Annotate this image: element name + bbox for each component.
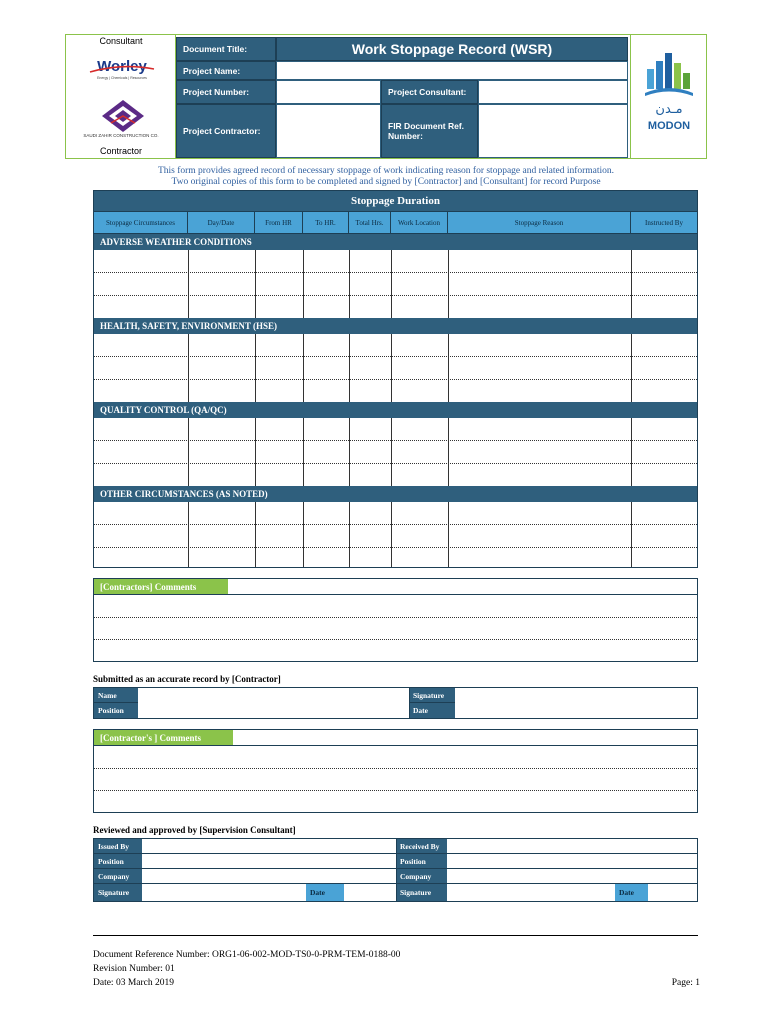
submitted-table [93,687,698,719]
modon-logo-text: MODON [647,120,691,132]
contractor-emblem-icon [101,99,145,133]
contractor-comments-box [93,578,698,662]
issuer-company-label: Company [94,869,142,884]
issuer-signature-label: Signature [94,884,142,901]
contractor-comments-2-label: [Contractor's ] Comments [94,730,233,745]
comment-line[interactable] [94,790,697,791]
project-consultant-field[interactable] [478,80,628,104]
revision-number: Revision Number: 01 [93,964,175,974]
submitted-signature-field[interactable] [455,688,697,703]
col-stoppage-circumstances: Stoppage Circumstances [94,211,188,234]
col-stoppage-reason: Stoppage Reason [448,211,631,234]
col-to-hr: To HR. [303,211,349,234]
receiver-signature-label: Signature [396,884,447,901]
intro-line-1: This form provides agreed record of necessary stoppage of work indicating reason for stoppage and related information. [157,166,615,176]
submitted-date-label: Date [409,703,455,718]
comment-line[interactable] [94,639,697,640]
modon-arabic-text: مـدن [655,102,683,117]
reviewed-caption: Reviewed and approved by [Supervision Consultant] [93,825,296,835]
table-row[interactable] [94,418,697,441]
table-row[interactable] [94,464,697,487]
col-instructed-by: Instructed By [631,211,697,234]
receiver-company-field[interactable] [447,869,697,884]
col-day-date: Day/Date [188,211,255,234]
worley-tagline: Energy | Chemicals | Resources [97,76,147,80]
project-name-label: Project Name: [176,61,276,80]
received-by-field[interactable] [447,839,697,854]
issuer-position-label: Position [94,854,142,869]
document-title: Work Stoppage Record (WSR) [276,37,628,61]
receiver-company-label: Company [396,869,447,884]
stoppage-duration-title: Stoppage Duration [94,191,697,211]
intro-text [65,166,707,188]
issuer-company-field[interactable] [142,869,396,884]
submitted-date-field[interactable] [455,703,697,718]
reviewed-table [93,838,698,902]
modon-logo [639,49,699,133]
submitted-signature-label: Signature [409,688,455,703]
receiver-position-field[interactable] [447,854,697,869]
submitted-name-field[interactable] [138,688,409,703]
project-number-label: Project Number: [176,80,276,104]
receiver-date-field[interactable] [648,884,697,901]
submitted-name-label: Name [94,688,138,703]
table-row[interactable] [94,357,697,380]
col-total-hrs: Total Hrs. [349,211,391,234]
contractor-logo-text: SAUDI ZAHIR CONSTRUCTION CO. [83,133,159,138]
project-consultant-label: Project Consultant: [381,80,478,104]
receiver-position-label: Position [396,854,447,869]
table-row[interactable] [94,250,697,273]
fir-ref-label: FIR Document Ref. Number: [381,104,478,158]
stoppage-table [93,190,698,568]
project-number-field[interactable] [276,80,381,104]
receiver-signature-field[interactable] [447,884,615,901]
col-from-hr: From HR [255,211,303,234]
document-title-label: Document Title: [176,37,276,61]
comment-line[interactable] [94,617,697,618]
table-row[interactable] [94,334,697,357]
issued-by-field[interactable] [142,839,396,854]
table-row[interactable] [94,548,697,571]
receiver-date-label: Date [615,884,648,901]
fir-ref-field[interactable] [478,104,628,158]
contractor-comments-2-box [93,729,698,813]
issued-by-label: Issued By [94,839,142,854]
received-by-label: Received By [396,839,447,854]
document-date: Date: 03 March 2019 [93,978,174,988]
table-row[interactable] [94,441,697,464]
table-row[interactable] [94,273,697,296]
table-row[interactable] [94,525,697,548]
comment-line[interactable] [94,768,697,769]
document-header [65,34,707,159]
section-adverse-weather: ADVERSE WEATHER CONDITIONS [94,234,697,250]
contractor-comments-label: [Contractors] Comments [94,579,228,594]
section-quality-control: QUALITY CONTROL (QA/QC) [94,402,697,418]
contractor-label: Contractor [99,146,143,156]
modon-logo-panel [630,35,706,158]
footer-divider [93,935,698,936]
submitted-position-label: Position [94,703,138,718]
col-work-location: Work Location [391,211,448,234]
section-other-circumstances: OTHER CIRCUMSTANCES (AS NOTED) [94,486,697,502]
intro-line-2: Two original copies of this form to be completed and signed by [Contractor] and [Consultant] for record Purpose [171,177,601,187]
project-name-field[interactable] [276,61,628,80]
project-contractor-label: Project Contractor: [176,104,276,158]
section-hse: HEALTH, SAFETY, ENVIRONMENT (HSE) [94,318,697,334]
doc-reference-number: Document Reference Number: ORG1-06-002-MOD-TS0-0-PRM-TEM-0188-00 [93,950,401,960]
logos-left-panel [66,35,176,158]
worley-logo-text: Worley [97,58,147,75]
issuer-signature-field[interactable] [142,884,306,901]
issuer-position-field[interactable] [142,854,396,869]
consultant-label: Consultant [99,36,143,46]
submitted-position-field[interactable] [138,703,409,718]
submitted-caption: Submitted as an accurate record by [Contractor] [93,674,281,684]
issuer-date-field[interactable] [344,884,396,901]
project-contractor-field[interactable] [276,104,381,158]
table-row[interactable] [94,296,697,319]
issuer-date-label: Date [306,884,344,901]
page-number: Page: 1 [671,978,700,988]
worley-logo [84,57,160,75]
table-row[interactable] [94,380,697,403]
table-row[interactable] [94,502,697,525]
